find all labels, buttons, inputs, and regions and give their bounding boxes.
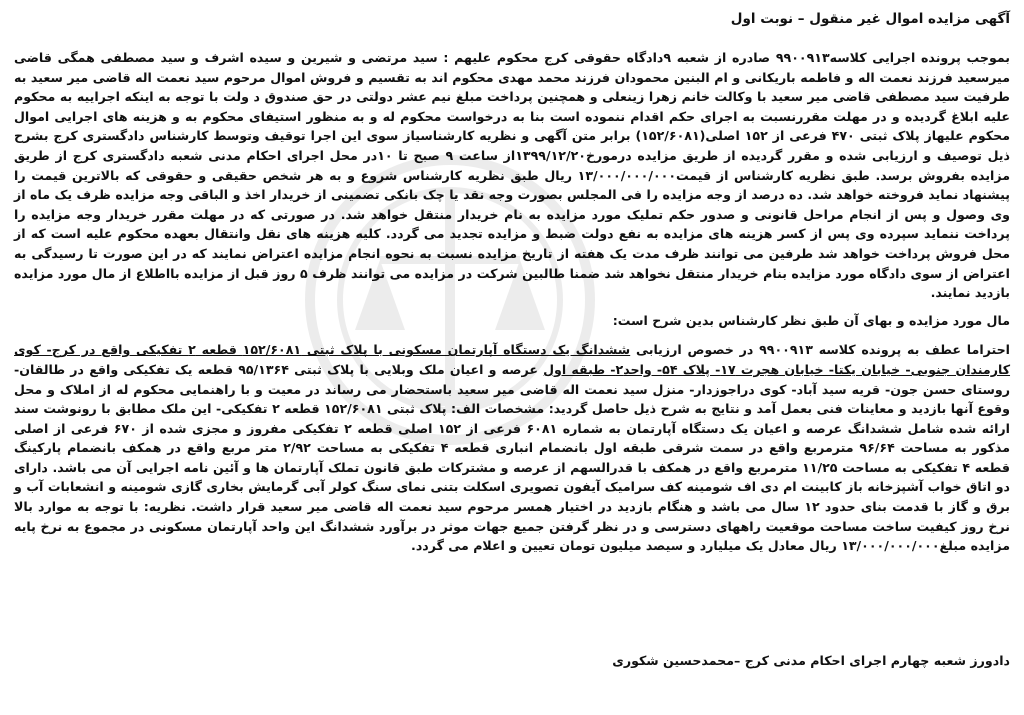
expert-details: عرصه و اعیان ملک وبلایی با پلاک ثبتی ۹۵/۱۳۶۴ قطعه یک تفکیکی واقع در طالقان- روستای حسن جون- قریه سید آباد- کوی دراجوزدار- منزل سید نعمت اله قاضی میر سعید باستحضار می رساند در معیت و با راهنمایی محکوم له از املاک و محل وقوع آنها بازدید و معاینات فنی بعمل آمد و نتایج به شرح ذیل حاصل گردید: مشخصات الف: پلاک ثبتی ۱۵۲/۶۰۸۱ قطعه ۲ تفکیکی- این ملک مطابق با رونوشت سند ارائه شده شامل ششدانگ عرصه و اعیان یک دستگاه آپارتمان به شماره ۶۰۸۱ فرعی از ۱۵۲ اصلی قطعه ۲ تفکیکی مفروز و مجزی شده از ۶۷۰ فرعی از اصلی مذکور به مساحت ۹۶/۶۴ مترمربع واقع در سمت شرقی طبقه اول بانضمام انباری قطعه ۴ تفکیکی به مساحت ۲/۹۲ متر مربع واقع در همکف بانضمام پارکینگ قطعه ۴ تفکیکی به مساحت ۱۱/۲۵ مترمربع واقع در همکف با قدرالسهم از عرصه و مشترکات طبق قانون تملک آپارتمان ها و آئین نامه اجرایی آن می باشد. دارای دو اتاق خواب آشپزخانه باز کابینت ام دی اف شومینه کف سرامیک آیفون تصویری اسکلت بتنی نمای سنگ کولر آبی گرمایش بخاری گازی شومینه و انشعابات آب و برق و گاز با قدمت بنای حدود ۱۲ سال می باشد و هنگام بازدید در اختیار همسر مرحوم سید نعمت اله قاضی میر سعید قرار داشت. نظریه: با توجه به موارد بالا نرخ روز کیفیت ساخت مساحت موقعیت راههای دسترسی و در نظر گرفتن جمیع جهات موثر در برآورد ششدانگ این واحد آپارتمان مسکونی در مجموع به نرخ پایه مزایده مبلغ۱۳/۰۰۰/۰۰۰/۰۰۰ ریال معادل یک میلیارد و سیصد میلیون تومان تعیین و اعلام می گردد. <box>14 361 1011 554</box>
signature: دادورز شعبه چهارم اجرای احکام مدنی کرج –محمدحسین شکوری <box>612 653 1010 668</box>
notice-title: آگهی مزایده اموال غیر منقول – نوبت اول <box>730 11 1010 27</box>
notice-body: بموجب پرونده اجرایی کلاسه۹۹۰۰۹۱۳ صادره از شعبه ۹دادگاه حقوقی کرج محکوم علیهم : سید مرتضی و شیرین و سیده اشرف و سید مصطفی همگی قاضی میرسعید فرزند نعمت اله و فاطمه باریکانی و ام البنین محمودان فرزند محمد مهدی محکوم اند به تقسیم و فروش اموال مرحوم سید نعمت اله قاضی میر سعید به طرفیت سید مصطفی قاضی میر سعید با وکالت خانم زهرا زینعلی و همچنین پرداخت مبلغ نیم عشر دولتی در حق صندوق د ولت با توجه به اینکه اجراییه به محکوم علیه ابلاغ گردیده و در مهلت مقررنسبت به اجرای حکم اقدام ننموده است بنا به درخواست محکوم له و به منظور استیفای محکوم به و هزینه های اجرایی اموال محکوم علیهاز پلاک ثبتی ۴۷۰ فرعی از ۱۵۲ اصلی(۱۵۲/۶۰۸۱) برابر متن آگهی و نظریه کارشناسیاز سوی این اجرا توقیف وتوسط کارشناس دادگستری کرج بشرح ذیل توصیف و ارزیابی شده و مقرر گردیده از طریق مزایده درمورخ۱۳۹۹/۱۲/۲۰از ساعت ۹ صبح تا ۱۰در محل اجرای احکام مدنی شعبه دادگستری کرج از طریق مزایده بفروش برسد. طبق نظریه کارشناس از قیمت۱۳/۰۰۰/۰۰۰/۰۰۰ ریال طبق نظریه کارشناس شروع و به هر شخص حقیقی و حقوقی که بالاترین قیمت را پیشنهاد نماید فروخته خواهد شد. ده درصد از وجه مزایده را فی المجلس بصورت وجه نقد یا چک بانکی تضمینی از خریدار اخذ و الباقی وجه مزایده ظرف یک ماه از وی وصول و پس از انجام مراحل قانونی و صدور حکم تملیک مورد مزایده به نام خریدار منتقل خواهد شد. در صورتی که در مهلت مقرر خریدار وجه مزایده را پرداخت ننماید سپرده وی پس از کسر هزینه های مزایده به نفع دولت ضبط و مزایده تجدید می گردد. کلیه هزینه های نقل وانتقال بعهده محکوم علیه است که از محل فروش پرداخت خواهد شد طرفین می توانند ظرف مدت یک هفته از تاریخ مزایده نسبت به نحوه انجام مزایده اعتراض نمایند که در این صورت تا رسیدگی به اعتراض از سوی دادگاه مورد مزایده بنام خریدار منتقل نخواهد شد ضمنا طالبین شرکت در مزایده می توانند ظرف ۵ روز قبل از مزایده بااطلاع از مال مورد مزایده بازدید نمایند. <box>14 50 1011 301</box>
expert-property-description: ششدانگ یک دستگاه آپارتمان مسکونی با پلاک ثبتی ۱۵۲/۶۰۸۱ قطعه ۲ تفکیکی واقع در کرج- کوی کارمندان جنوبی- خیابان یکتا- خیابان هجرت ۱۷- پلاک ۵۴- واحد۲- طبقه اول <box>14 342 1011 377</box>
expert-intro: احتراما عطف به پرونده کلاسه ۹۹۰۰۹۱۳ در خصوص ارزیابی <box>635 342 1010 358</box>
property-subheading: مال مورد مزایده و بهای آن طبق نظر کارشناس بدین شرح است: <box>612 312 1010 328</box>
expert-opinion-paragraph <box>14 340 1010 556</box>
